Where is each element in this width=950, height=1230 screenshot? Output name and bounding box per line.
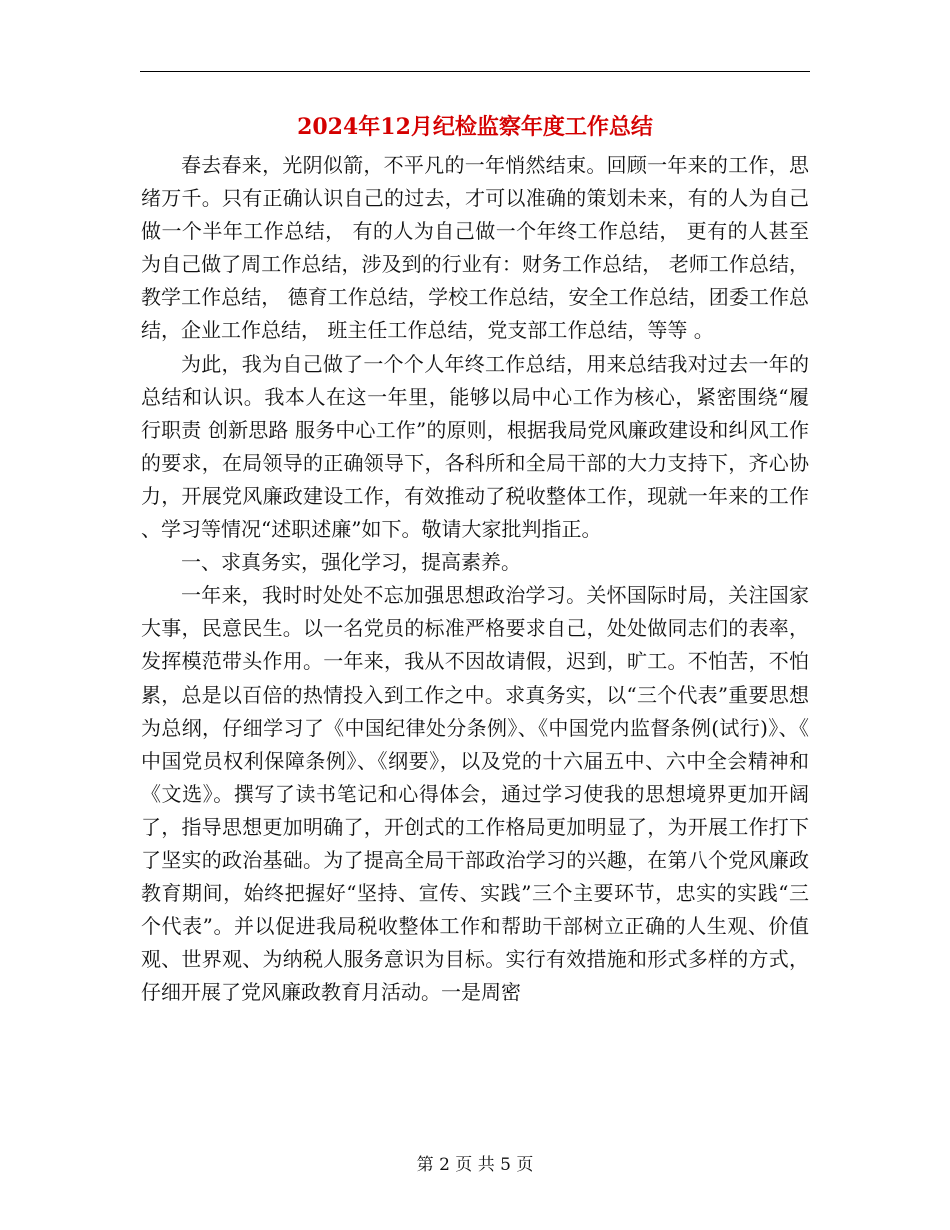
page-number-footer: 第 2 页 共 5 页 <box>416 1155 534 1175</box>
header-rule <box>140 71 810 72</box>
document-body <box>141 149 809 1009</box>
paragraph-intro: 春去春来，光阴似箭，不平凡的一年悄然结束。回顾一年来的工作，思绪万千。只有正确认识自己的过去，才可以准确的策划未来，有的人为自己做一个半年工作总结， 有的人为自己做一个年终工作总结， 更有的人甚至为自己做了周工作总结，涉及到的行业有：财务工作总结， 老师工作总结，教学工作总结， 德育工作总结，学校工作总结，安全工作总结，团委工作总结，企业工作总结， 班主任工作总结，党支部工作总结，等等 。 <box>141 153 809 343</box>
section-heading-1: 一、求真务实，强化学习，提高素养。 <box>181 550 521 575</box>
document-title: 2024年12月纪检监察年度工作总结 <box>297 114 653 140</box>
paragraph-study: 一年来，我时时处处不忘加强思想政治学习。关怀国际时局，关注国家大事，民意民生。以一名党员的标准严格要求自己，处处做同志们的表率，发挥模范带头作用。一年来，我从不因故请假，迟到，旷工。不怕苦，不怕累，总是以百倍的热情投入到工作之中。求真务实，以“三个代表”重要思想为总纲，仔细学习了《中国纪律处分条例》、《中国党内监督条例(试行)》、《中国党员权利保障条例》、《纲要》，以及党的十六届五中、六中全会精神和《文选》。撰写了读书笔记和心得体会，通过学习使我的思想境界更加开阔了，指导思想更加明确了，开创式的工作格局更加明显了，为开展工作打下了坚实的政治基础。为了提高全局干部政治学习的兴趣，在第八个党风廉政教育期间，始终把握好“坚持、宣传、实践”三个主要环节，忠实的实践“三个代表”。并以促进我局税收整体工作和帮助干部树立正确的人生观、价值观、世界观、为纳税人服务意识为目标。实行有效措施和形式多样的方式，仔细开展了党风廉政教育月活动。一是周密 <box>141 583 809 1005</box>
paragraph-purpose: 为此，我为自己做了一个个人年终工作总结，用来总结我对过去一年的总结和认识。我本人在这一年里，能够以局中心工作为核心，紧密围绕“履行职责 创新思路 服务中心工作”的原则，根据我局党风廉政建设和纠风工作的要求，在局领导的正确领导下，各科所和全局干部的大力支持下，齐心协力，开展党风廉政建设工作，有效推动了税收整体工作，现就一年来的工作、学习等情况“述职述廉”如下。敬请大家批判指正。 <box>141 351 809 542</box>
